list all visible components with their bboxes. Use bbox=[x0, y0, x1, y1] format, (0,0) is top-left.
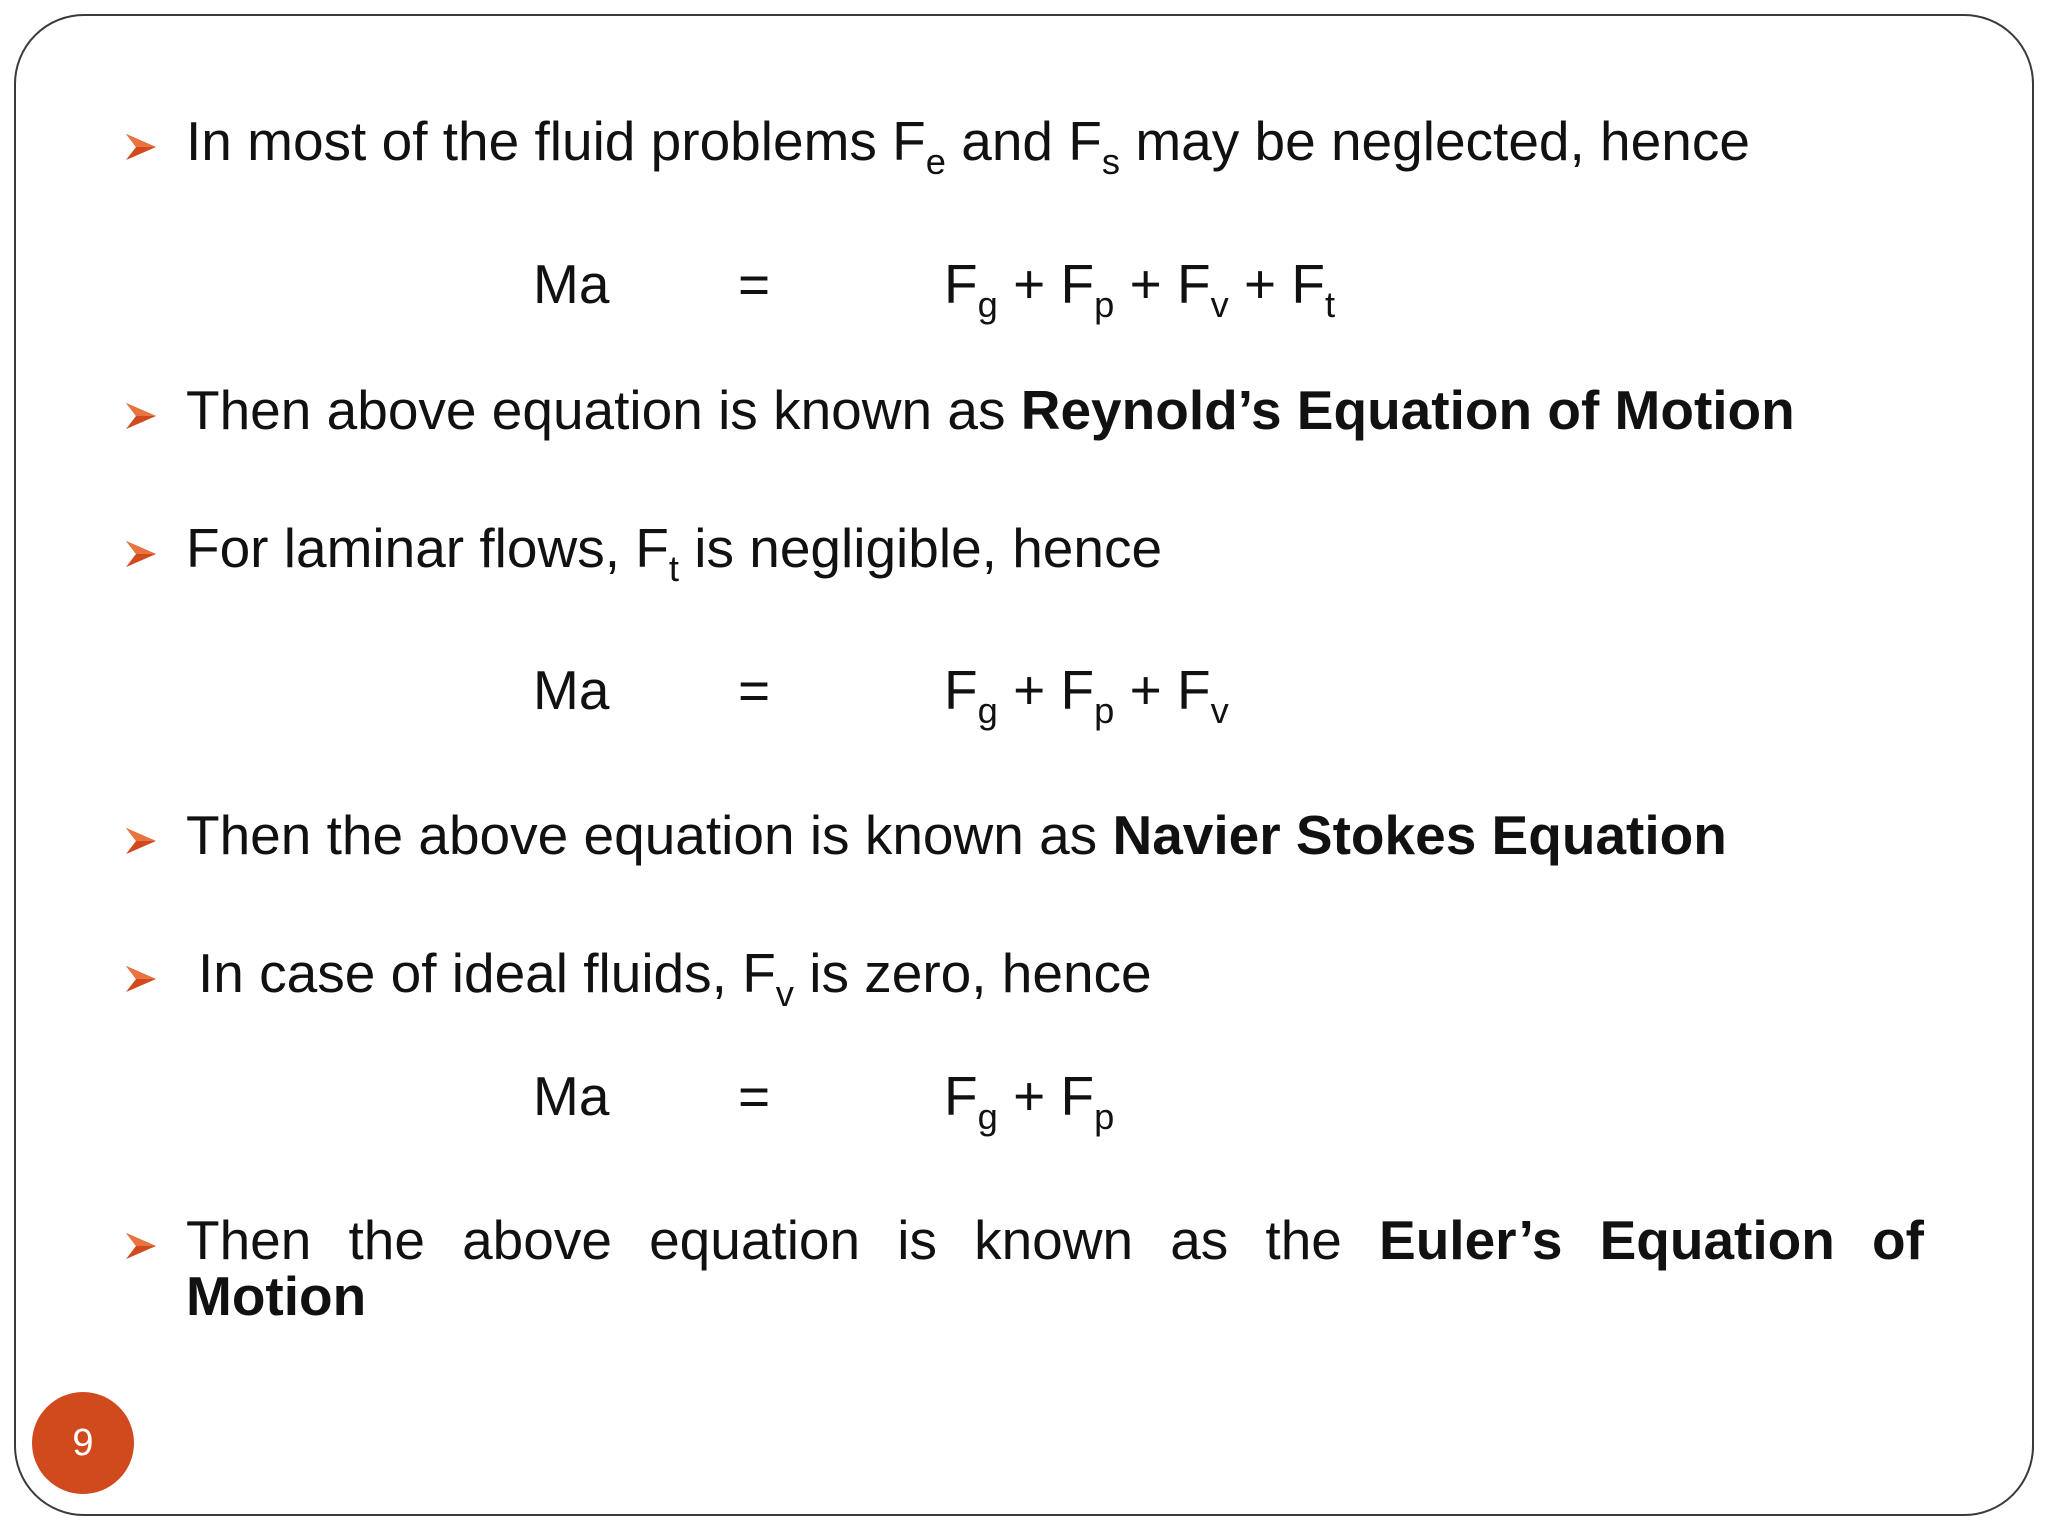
arrow-bullet-icon bbox=[124, 399, 158, 433]
bullet-text: For laminar flows, $F_t$ is negligible, hence bbox=[186, 517, 1163, 589]
equation-3-rhs: $F_g + F_p$ bbox=[944, 1065, 1115, 1137]
arrow-bullet-icon bbox=[124, 962, 158, 996]
arrow-bullet-icon bbox=[124, 537, 158, 571]
equation-1-sign: = bbox=[738, 253, 771, 315]
bullet-reynolds bbox=[124, 377, 1795, 443]
bullet-text: In most of the fluid problems $F_e$ and $F_s$ may be neglected, hence bbox=[186, 110, 1750, 182]
bullet-laminar bbox=[124, 515, 1163, 589]
bullet-text-line-1: Then the above equation is known as the Euler’s Equation of bbox=[186, 1209, 1924, 1271]
bullet-text-line-2: Motion bbox=[186, 1265, 367, 1327]
bullet-navier-stokes bbox=[124, 802, 1727, 868]
equation-3-lhs: Ma bbox=[533, 1065, 610, 1127]
arrow-bullet-icon bbox=[124, 130, 158, 164]
equation-1-lhs: Ma bbox=[533, 253, 610, 315]
equation-2-lhs: Ma bbox=[533, 659, 610, 721]
arrow-bullet-icon bbox=[124, 824, 158, 858]
bullet-ideal-fluids bbox=[124, 940, 1152, 1014]
equation-2-rhs: $F_g + F_p + F_v$ bbox=[944, 659, 1229, 731]
equation-1-rhs: $F_g + F_p + F_v + F_t$ bbox=[944, 253, 1336, 325]
equation-2-sign: = bbox=[738, 659, 771, 721]
arrow-bullet-icon bbox=[124, 1229, 158, 1263]
bullet-text: In case of ideal fluids, $F_v$ is zero, hence bbox=[198, 942, 1152, 1014]
bullet-fluid-problems bbox=[124, 108, 1750, 182]
equation-3-sign: = bbox=[738, 1065, 771, 1127]
bullet-euler bbox=[124, 1209, 1924, 1327]
bullet-text: Then the above equation is known as Navier Stokes Equation bbox=[186, 804, 1727, 866]
page-number-badge: 9 bbox=[32, 1392, 134, 1494]
bullet-text: Then above equation is known as Reynold’s Equation of Motion bbox=[186, 379, 1795, 441]
